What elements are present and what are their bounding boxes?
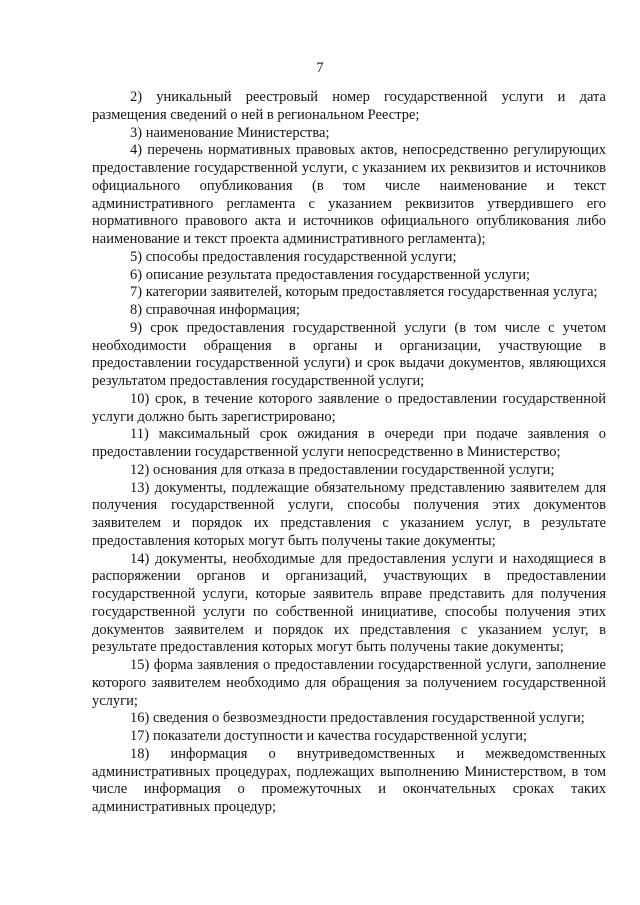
list-item-5: 5) способы предоставления государственной услуги;	[130, 248, 457, 265]
list-item-11: 11) максимальный срок ожидания в очереди при подаче заявления о предоставлении государственной услуги непосредственно в Министерство;	[92, 426, 606, 460]
list-item-6: 6) описание результата предоставления государственной услуги;	[130, 266, 531, 283]
list-item-10: 10) срок, в течение которого заявление о предоставлении государственной услуги должно быть зарегистрировано;	[92, 390, 606, 425]
page-number: 7	[316, 60, 324, 76]
list-item-9: 9) срок предоставления государственной услуги (в том числе с учетом необходимости обращения в органы и организации, участвующие в предоставлении государственной услуги) и срок выдачи документов, являющихся результатом предоставления государственной услуги;	[92, 319, 606, 389]
list-item-8: 8) справочная информация;	[130, 302, 300, 318]
list-item-17: 17) показатели доступности и качества государственной услуги;	[130, 728, 528, 744]
list-item-18: 18) информация о внутриведомственных и межведомственных административных процедурах, подлежащих выполнению Министерством, в том числе информация о промежуточных и окончательных сроках таких административных процедур;	[92, 745, 606, 815]
list-item-16: 16) сведения о безвозмездности предоставления государственной услуги;	[130, 710, 585, 727]
list-item-2: 2) уникальный реестровый номер государственной услуги и дата размещения сведений о ней в региональном Реестре;	[92, 89, 606, 123]
list-item-15: 15) форма заявления о предоставлении государственной услуги, заполнение которого заявителем необходимо для обращения за получением государственной услуги;	[92, 657, 606, 709]
list-item-13: 13) документы, подлежащие обязательному представлению заявителем для получения государственной услуги, способы получения этих документов заявителем и порядок их представления с указанием услуг, в результате предоставления которых могут быть получены такие документы;	[92, 479, 606, 549]
list-item-7: 7) категории заявителей, которым предоставляется государственная услуга;	[130, 284, 598, 301]
document-body	[92, 89, 606, 817]
list-item-4: 4) перечень нормативных правовых актов, непосредственно регулирующих предоставление государственной услуги, с указанием их реквизитов и источников официального опубликования (в том числе наименование и текст административного регламента с указанием реквизитов утвердившего его нормативного правового акта и источников официального опубликования либо наименование и текст проекта административного регламента);	[92, 142, 606, 247]
list-item-14: 14) документы, необходимые для предоставления услуги и находящиеся в распоряжении органов и организаций, участвующих в предоставлении государственной услуги, которые заявитель вправе представить для получения государственной услуги по собственной инициативе, способы получения этих документов заявителем и порядок их представления с указанием услуг, в результате предоставления которых могут быть получены такие документы;	[92, 550, 606, 656]
list-item-12: 12) основания для отказа в предоставлении государственной услуги;	[130, 461, 555, 478]
list-item-3: 3) наименование Министерства;	[130, 124, 330, 141]
